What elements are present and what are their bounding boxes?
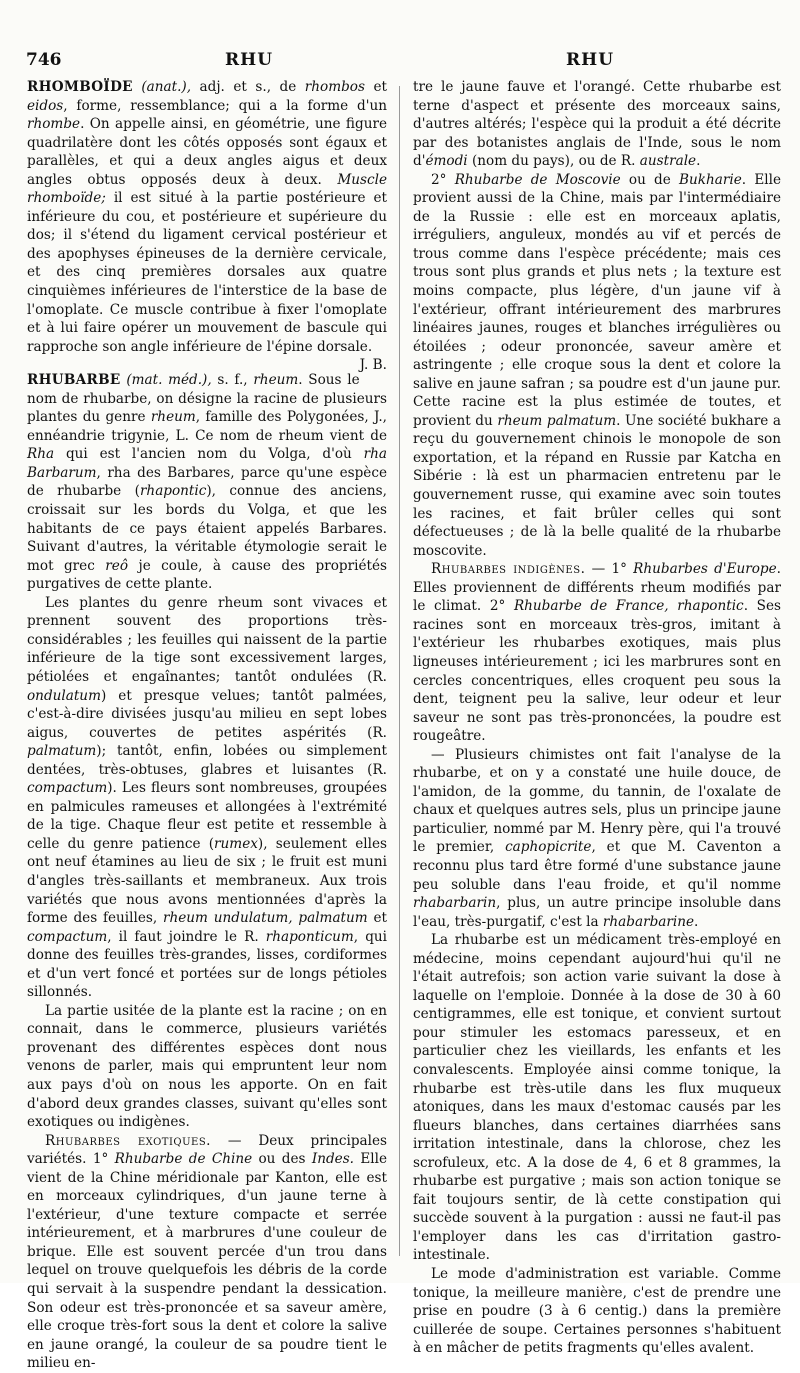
- entry-text: . Elles proviennent de différents rheum modifiés par le climat. 2°: [413, 561, 781, 615]
- entry-text: , qui donne des feuilles très-grandes, lisses, cordiformes et d'un vert foncé et portées sur de longs pétioles sillonnés.: [27, 928, 387, 1001]
- entry-text: tre le jaune fauve et l'orangé. Cette rhubarbe est terne d'aspect et présente des morceaux sains, d'autres altérés; l'espèce qui la produit a été décrite par des botanistes anglais de l'Inde, sous le nom d': [413, 79, 781, 170]
- column-divider: [399, 86, 400, 1256]
- section-label: Rhubarbes exotiques.: [45, 1132, 212, 1149]
- italic-term: rha Barbarum: [27, 446, 387, 481]
- left-column: [27, 78, 387, 1373]
- entry-text: . Sous le nom de rhubarbe, on désigne la racine de plusieurs plantes du genre: [27, 372, 387, 426]
- entry-text: — Plusieurs chimistes ont fait l'analyse de la rhubarbe, et on y a constaté une huile douce, de l'amidon, de la gomme, du tannin, de l'oxalate de chaux et quelques autres sels, plus un principe jaune particulier, nommé par M. Henry père, qui l'a trouvé le premier,: [413, 746, 781, 856]
- page-header: [26, 50, 782, 72]
- entry-text: 2°: [431, 171, 455, 188]
- entry-text: (nom du pays), ou de R.: [467, 153, 640, 170]
- entry-text: ); tantôt, enfin, lobées ou simplement dentées, très-obtuses, glabres et luisantes (R.: [27, 743, 387, 778]
- italic-term: compactum: [27, 780, 108, 797]
- running-head-right: RHU: [566, 50, 615, 70]
- paragraph-plantes: [27, 594, 387, 1002]
- paragraph-partie: La partie usitée de la plante est la racine ; on en connait, dans le commerce, plusieurs variétés provenant des différentes espèces dont nous venons de parler, mais qui empruntent leur nom aux pays d'où on nous les apporte. On en fait d'abord deux grandes classes, suivant qu'elles sont exotiques ou indigènes.: [27, 1002, 387, 1131]
- entry-text: , rha des Barbares, parce qu'une espèce de rhubarbe (: [27, 464, 387, 500]
- entry-text: . Ses racines sont en morceaux très-gros, imitant à l'extérieur les rhubarbes exotiques, mais plus ligneuses intérieurement ; ici les marbrures sont en cercles concentriques, elles croquent peu sous la dent, teignent peu la salive, leur odeur et leur saveur ne sont pas très-prononcées, la poudre est rougeâtre.: [413, 598, 782, 745]
- italic-term: rhabarbarin: [413, 895, 497, 912]
- italic-term: australe: [639, 153, 697, 170]
- italic-term: rhombe: [27, 116, 81, 133]
- part-of-speech: (mat. méd.),: [126, 372, 212, 389]
- italic-term: rheum undulatum, palmatum: [163, 910, 368, 927]
- paragraph-indigenes: [413, 560, 781, 745]
- paragraph-exotiques: [27, 1132, 387, 1373]
- italic-term: Rha: [27, 446, 55, 463]
- entry-text: , forme, ressemblance; qui a la forme d'un: [63, 97, 387, 114]
- paragraph-mode: Le mode d'administration est variable. Comme tonique, la meilleure manière, c'est de prendre une prise en poudre (3 à 6 centig.) dans la première cuillerée de soupe. Certaines personnes s'habituent à en mâcher de petits fragments qu'elles avalent.: [413, 1266, 781, 1357]
- entry-text: ). Les fleurs sont nombreuses, groupées en palmicules rameuses et allongées à l'extrémité de la tige. Chaque fleur est petite et ressemble à celle du genre patience (: [27, 780, 387, 852]
- italic-term: caphopicrite: [505, 839, 592, 856]
- entry-rhubarbe: [27, 371, 387, 594]
- entry-rhomboide: [27, 78, 387, 374]
- italic-term: rhabarbarine: [602, 913, 695, 930]
- part-of-speech: (anat.),: [141, 79, 192, 95]
- entry-text: , plus, un autre principe insoluble dans l'eau, très-purgatif, c'est la: [413, 895, 781, 930]
- italic-term: rhombos: [304, 79, 365, 95]
- entry-text: ), connue des anciens, croissait sur les bords du Volga, et que les habitants de ce pays étaient appelés Barbares. Suivant d'autres, la véritable étymologie serait le mot grec: [27, 483, 387, 574]
- headword: RHOMBOÏDE: [27, 79, 133, 95]
- headword: RHUBARBE: [27, 372, 121, 389]
- italic-term: reô: [105, 557, 129, 574]
- entry-text: et: [364, 79, 387, 95]
- italic-term: rhapontic: [139, 483, 207, 500]
- entry-text: qui est l'ancien nom du Volga, d'où: [54, 446, 364, 463]
- entry-text: — Deux principales variétés. 1°: [27, 1132, 387, 1168]
- italic-term: rheum: [253, 372, 299, 389]
- entry-text: et: [367, 910, 387, 927]
- italic-term: compactum: [27, 928, 108, 945]
- entry-text: . On appelle ainsi, en géométrie, une figure quadrilatère dont les côtés opposés sont égaux et parallèles, et qui a deux angles aigus et deux angles obtus opposés deux à deux.: [27, 116, 387, 188]
- entry-text: . Une société bukhare a reçu du gouvernement chinois le monopole de son exportation, et la répand en Russie par Katcha en Sibérie : là est un pharmacien entretenu par le gouvernement russe, qui examine avec soin toutes les racines, et fait brûler celles qui sont défectueuses ; de là la belle qualité de la rhubarbe moscovite.: [413, 412, 781, 559]
- entry-text: ), seulement elles ont neuf étamines au lieu de six ; le fruit est muni d'angles très-saillants et membraneux. Aux trois variétés que nous avons mentionnées d'après la forme des feuilles,: [27, 835, 387, 927]
- paragraph-chimistes: [413, 746, 781, 931]
- right-column: [413, 78, 781, 1358]
- italic-term: rumex: [214, 835, 258, 852]
- italic-term: rhaponticum: [265, 928, 354, 945]
- entry-text: — 1°: [585, 561, 634, 578]
- entry-text: il est situé à la partie postérieure et inférieure du cou, et postérieure et supérieure du dos; il s'étend du ligament cervical postérieur et des apophyses épineuses de la dernière cervicale, et des cinq premières dorsales aux quatre cinquièmes inférieures de l'interstice de la base de l'omoplate. Ce muscle contribue à fixer l'omoplate et à lui faire opérer un mouvement de bascule qui rapproche son angle inférieure de l'épine dorsale.: [27, 190, 387, 355]
- italic-term: rheum: [150, 409, 196, 426]
- entry-text: je coule, à cause des propriétés purgatives de cette plante.: [27, 557, 388, 593]
- entry-text: Elle vient de la Chine méridionale par Kanton, elle est en morceaux cylindriques, d'un jaune terne à l'extérieur, d'une texture compacte et serrée intérieurement, et à marbrures d'une couleur de brique. Elle est souvent percée d'un trou dans lequel on trouve quelquefois les débris de la corde qui servait à la suspendre pendant la dessication. Son odeur est très-prononcée et sa saveur amère, elle croque très-fort sous la dent et colore la salive en jaune orangé, la couleur de sa poudre tient le milieu en-: [27, 1151, 388, 1372]
- entry-text: .: [694, 913, 699, 930]
- entry-text: Les plantes du genre rheum sont vivaces et prennent souvent des proportions très-considérables ; les feuilles qui naissent de la partie inférieure de la tige sont excessivement larges, pétiolées et engaînantes; tantôt ondulées (R.: [27, 594, 387, 685]
- italic-term: Muscle rhomboïde;: [27, 171, 387, 207]
- paragraph-moscovie: [413, 171, 781, 560]
- italic-term: Rhubarbes d'Europe: [633, 561, 777, 578]
- entry-text: , il faut joindre le R.: [107, 928, 266, 945]
- page-number: 746: [26, 50, 62, 70]
- italic-term: ondulatum: [27, 687, 101, 704]
- italic-term: rheum palmatum: [497, 412, 617, 429]
- entry-text: s. f.,: [211, 372, 254, 389]
- entry-text: , famille des Polygonées, J., ennéandrie trigynie, L. Ce nom de rheum vient de: [27, 409, 388, 444]
- entry-text: adj. et s., de: [191, 79, 305, 95]
- italic-term: Indes.: [311, 1151, 354, 1168]
- italic-term: Rhubarbe de Chine: [114, 1151, 253, 1168]
- italic-term: eidos: [27, 97, 64, 114]
- entry-text: , et que M. Caventon a reconnu plus tard être formé d'une substance jaune peu soluble dans l'eau froide, et qu'il nomme: [413, 839, 782, 893]
- italic-term: Bukharie: [679, 171, 742, 188]
- entry-text: ou des: [252, 1151, 312, 1168]
- paragraph-continuation: [413, 78, 781, 171]
- running-head-left: RHU: [225, 50, 274, 70]
- entry-text: ou de: [620, 171, 680, 188]
- section-label: Rhubarbes indigènes.: [431, 561, 586, 578]
- entry-text: .: [696, 153, 701, 170]
- italic-term: émodi: [425, 153, 468, 170]
- author-signature: J. B.: [359, 357, 387, 374]
- italic-term: Rhubarbe de France, rhapontic: [513, 598, 744, 615]
- entry-text: ) et presque velues; tantôt palmées, c'est-à-dire divisées jusqu'au milieu en sept lobes aigus, couvertes de petites aspérités (R.: [27, 687, 387, 741]
- italic-term: palmatum: [27, 743, 97, 760]
- entry-text: . Elle provient aussi de la Chine, mais par l'intermédiaire de la Russie : elle est en morceaux aplatis, irréguliers, anguleux, mondés au vif et percés de trous comme dans l'espèce précédente; mais ces trous sont plus grands et plus nets ; la texture est moins compacte, plus légère, d'un jaune vif à l'extérieur, offrant intérieurement des marbrures linéaires jaunes, rouges et blanches irrégulières ou étoilées ; odeur prononcée, saveur amère et astringente ; elle croque sous la dent et colore la salive en jaune safran ; sa poudre est d'un jaune pur. Cette racine est la plus estimée de toutes, et provient du: [413, 171, 781, 429]
- italic-term: Rhubarbe de Moscovie: [454, 171, 621, 188]
- paragraph-medicament: La rhubarbe est un médicament très-employé en médecine, moins cependant aujourd'hui qu'il ne l'était autrefois; son action varie suivant la dose à laquelle on l'emploie. Donnée à la dose de 30 à 60 centigrammes, elle est tonique, et convient surtout pour stimuler les estomacs paresseux, et en particulier chez les vieillards, les enfants et les convalescents. Employée ainsi comme tonique, la rhubarbe est très-utile dans les flux muqueux atoniques, dans les maux d'estomac causés par les flueurs blanches, dans certaines diarrhées sans irritation intestinale, dans la chlorose, chez les scrofuleux, etc. A la dose de 4, 6 et 8 grammes, la rhubarbe est purgative ; mais son action tonique se fait toujours sentir, de là cette constipation qui succède souvent à la purgation : aussi ne faut-il pas l'employer dans les cas d'irritation gastro-intestinale.: [413, 932, 781, 1264]
